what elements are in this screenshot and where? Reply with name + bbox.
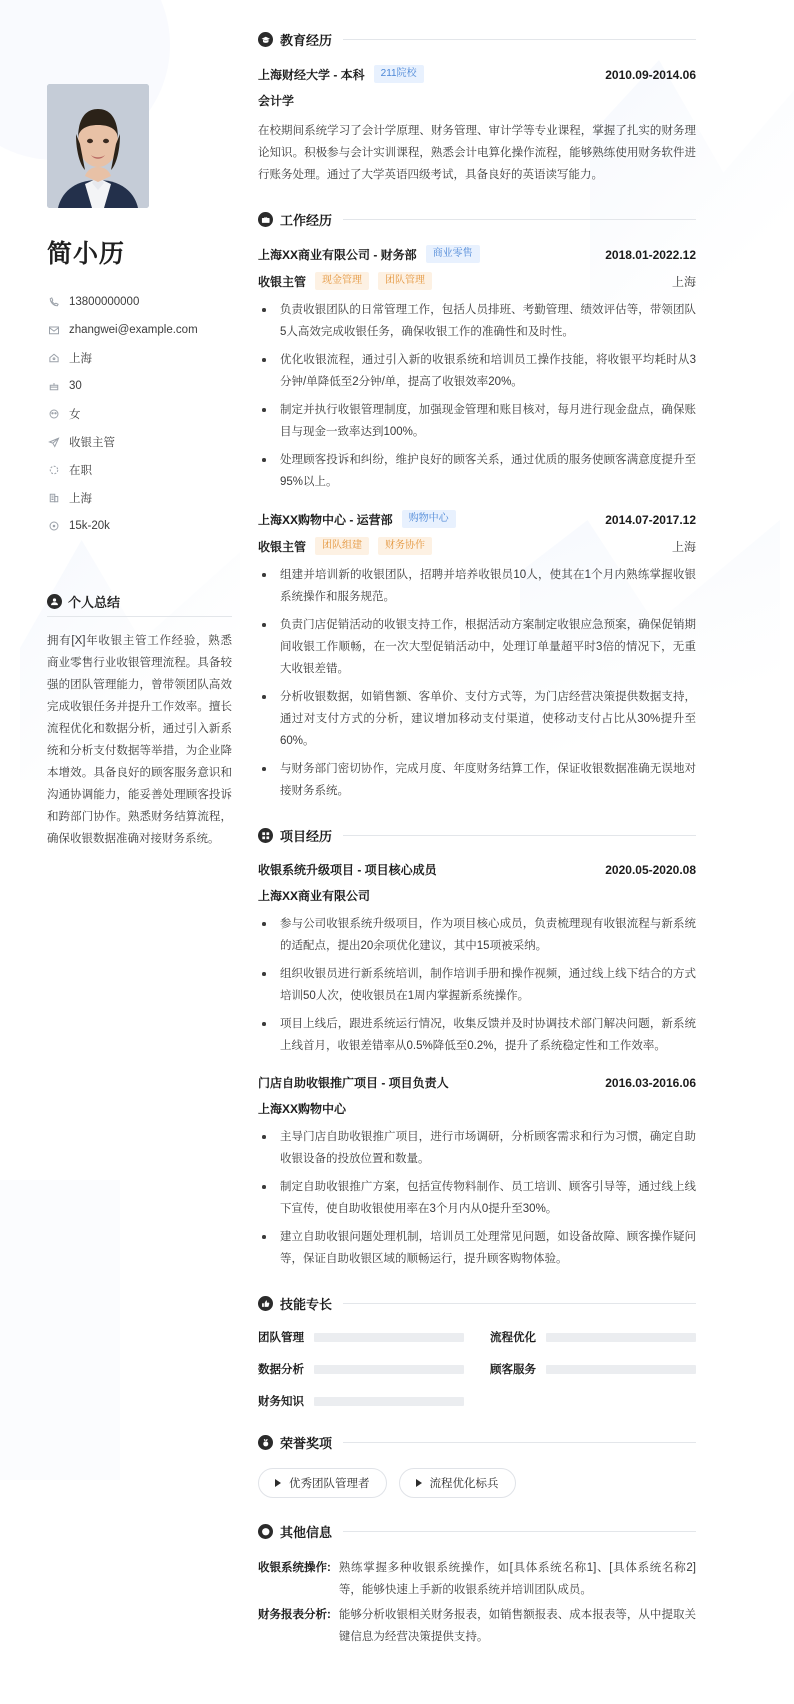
sidebar: [0, 0, 258, 1704]
award-label: 优秀团队管理者: [289, 1478, 370, 1490]
skill-item: [490, 1361, 696, 1377]
contact-value: 上海: [69, 353, 92, 365]
section-rule: [343, 835, 696, 836]
list-item: 处理顾客投诉和纠纷，维护良好的顾客关系，通过优质的服务使顾客满意度提升至95%以上。: [258, 449, 696, 493]
graduation-cap-icon: [258, 32, 273, 47]
list-item: 主导门店自助收银推广项目，进行市场调研，分析顾客需求和行为习惯，确定自助收银设备的投放位置和数量。: [258, 1126, 696, 1170]
info-value: 能够分析收银相关财务报表，如销售额报表、成本报表等，从中提取关键信息为经营决策提供支持。: [338, 1609, 696, 1643]
summary-title: 个人总结: [68, 595, 121, 610]
contact-list: [47, 288, 232, 540]
list-item: 项目上线后，跟进系统运行情况，收集反馈并及时协调技术部门解决问题，新系统上线首月，收银差错率从0.5%降低至0.2%，提升了系统稳定性和工作效率。: [258, 1013, 696, 1057]
list-item: 制定并执行收银管理制度，加强现金管理和账目核对，每月进行现金盘点，确保账目与现金一致率达到100%。: [258, 399, 696, 443]
entry-header: [258, 245, 696, 263]
other-info-section: [258, 1522, 696, 1648]
other-info-title: 其他信息: [280, 1525, 333, 1540]
skill-progress-track: [314, 1333, 464, 1342]
entry-subheader-left: [258, 537, 432, 555]
home-icon: [47, 352, 60, 365]
project-bullets: [258, 1126, 696, 1270]
page-title: 简小历: [47, 240, 126, 268]
industry-tag: 购物中心: [402, 510, 456, 528]
thumbs-up-icon: [258, 1296, 273, 1311]
skill-item: [258, 1361, 464, 1377]
skill-item: [258, 1329, 464, 1345]
skill-label: 顾客服务: [490, 1364, 536, 1376]
job-title: 收银主管: [258, 539, 307, 554]
info-icon: [258, 1524, 273, 1539]
entry-header-left: [258, 245, 480, 263]
main-content: [258, 0, 794, 1704]
education-date: 2010.09-2014.06: [605, 67, 696, 82]
project-bullets: [258, 913, 696, 1057]
entry-header-left: [258, 1074, 449, 1091]
paper-plane-icon: [47, 436, 60, 449]
award-chip[interactable]: [258, 1468, 387, 1498]
project-org: 上海XX商业有限公司: [258, 889, 371, 903]
education-section: [258, 30, 696, 186]
project-entry: [258, 861, 696, 1057]
section-rule: [343, 1531, 696, 1532]
city-icon: [47, 492, 60, 505]
skill-tag: 现金管理: [315, 272, 369, 290]
awards-list: [258, 1468, 696, 1498]
education-header: [258, 30, 696, 49]
work-date: 2014.07-2017.12: [605, 512, 696, 527]
section-rule: [343, 1303, 696, 1304]
skills-header: [258, 1294, 696, 1313]
skill-progress-track: [546, 1333, 696, 1342]
skill-progress-track: [546, 1365, 696, 1374]
info-row: [258, 1557, 696, 1601]
skill-label: 财务知识: [258, 1396, 304, 1408]
list-item: 与财务部门密切协作，完成月度、年度财务结算工作，保证收银数据准确无误地对接财务系统。: [258, 758, 696, 802]
entry-header: [258, 65, 696, 83]
section-rule: [343, 219, 696, 220]
company-name: 上海XX购物中心 - 运营部: [258, 512, 393, 527]
job-title: 收银主管: [258, 274, 307, 289]
contact-row-city: [47, 484, 232, 512]
skill-tag: 团队组建: [315, 537, 369, 555]
entry-header: [258, 861, 696, 878]
education-description: 在校期间系统学习了会计学原理、财务管理、审计学等专业课程，掌握了扎实的财务理论知识。积极参与会计实训课程，熟悉会计电算化操作流程，能够熟练使用财务软件进行账务处理。通过了大学英语四级考试，具备良好的英语读写能力。: [258, 125, 696, 181]
list-item: 组建并培训新的收银团队，招聘并培养收银员10人，使其在1个月内熟练掌握收银系统操作和服务规范。: [258, 564, 696, 608]
salary-icon: [47, 520, 60, 533]
contact-row-gender: [47, 400, 232, 428]
school-tag: 211院校: [374, 65, 424, 83]
entry-header: [258, 1074, 696, 1091]
entry-header-left: [258, 510, 456, 528]
user-icon: [47, 594, 62, 609]
avatar: [47, 84, 149, 208]
project-name: 收银系统升级项目 - 项目核心成员: [258, 863, 437, 877]
info-key: 收银系统操作:: [258, 1562, 331, 1574]
skill-label: 数据分析: [258, 1364, 304, 1376]
contact-value: 收银主管: [69, 437, 115, 449]
award-chip[interactable]: [399, 1468, 516, 1498]
awards-title: 荣誉奖项: [280, 1436, 333, 1451]
work-title: 工作经历: [280, 213, 333, 228]
project-date: 2020.05-2020.08: [605, 863, 696, 877]
contact-row-status: [47, 456, 232, 484]
list-item: 参与公司收银系统升级项目，作为项目核心成员，负责梳理现有收银流程与新系统的适配点，提出20余项优化建议，其中15项被采纳。: [258, 913, 696, 957]
list-item: 分析收银数据，如销售额、客单价、支付方式等，为门店经营决策提供数据支持，通过对支付方式的分析，建议增加移动支付渠道，使移动支付占比从30%提升至60%。: [258, 686, 696, 752]
skill-label: 团队管理: [258, 1332, 304, 1344]
entry-header-left: [258, 861, 437, 878]
list-item: 负责收银团队的日常管理工作，包括人员排班、考勤管理、绩效评估等，带领团队5人高效完成收银任务，确保收银工作的准确性和及时性。: [258, 299, 696, 343]
work-section: [258, 210, 696, 802]
awards-header: [258, 1433, 696, 1452]
entry-subheader: [258, 272, 696, 290]
awards-section: [258, 1433, 696, 1498]
skill-progress-track: [314, 1397, 464, 1406]
entry-subheader-left: [258, 272, 432, 290]
mail-icon: [47, 324, 60, 337]
list-item: 制定自助收银推广方案，包括宣传物料制作、员工培训、顾客引导等，通过线上线下宣传，使自助收银使用率在3个月内从0提升至30%。: [258, 1176, 696, 1220]
info-row: [258, 1604, 696, 1648]
contact-row-home: [47, 344, 232, 372]
work-header: [258, 210, 696, 229]
skills-grid: [258, 1329, 696, 1409]
status-icon: [47, 464, 60, 477]
skill-tag: 团队管理: [378, 272, 432, 290]
major-name: 会计学: [258, 94, 295, 108]
other-info-header: [258, 1522, 696, 1541]
work-entry: [258, 510, 696, 802]
section-rule: [343, 39, 696, 40]
entry-header-left: [258, 65, 424, 83]
medal-icon: [258, 1435, 273, 1450]
info-key: 财务报表分析:: [258, 1609, 331, 1621]
contact-row-age: [47, 372, 232, 400]
skill-label: 流程优化: [490, 1332, 536, 1344]
skills-title: 技能专长: [280, 1297, 333, 1312]
work-entry: [258, 245, 696, 493]
grid-icon: [258, 828, 273, 843]
work-date: 2018.01-2022.12: [605, 247, 696, 262]
contact-value: 30: [69, 380, 82, 392]
award-label: 流程优化标兵: [429, 1478, 499, 1490]
contact-value: 13800000000: [69, 296, 140, 308]
contact-row-position: [47, 428, 232, 456]
cake-icon: [47, 380, 60, 393]
work-location: 上海: [671, 539, 696, 554]
list-item: 优化收银流程，通过引入新的收银系统和培训员工操作技能，将收银平均耗时从3分钟/单降低至2分钟/单，提高了收银效率20%。: [258, 349, 696, 393]
skills-section: [258, 1294, 696, 1409]
gender-icon: [47, 408, 60, 421]
section-rule: [343, 1442, 696, 1443]
industry-tag: 商业零售: [426, 245, 480, 263]
company-name: 上海XX商业有限公司 - 财务部: [258, 247, 417, 262]
school-name: 上海财经大学 - 本科: [258, 67, 365, 82]
summary-text: 拥有[X]年收银主管工作经验，熟悉商业零售行业收银管理流程。具备较强的团队管理能力，曾带领团队高效完成收银任务并提升工作效率。擅长流程优化和数据分析，通过引入新系统和分析支付数据等举措，为企业降本增效。具备良好的顾客服务意识和沟通协调能力，能妥善处理顾客投诉和跨部门协作。熟悉财务结算流程，确保收银数据准确对接财务系统。: [47, 635, 232, 845]
briefcase-icon: [258, 212, 273, 227]
projects-section: [258, 826, 696, 1270]
list-item: 建立自助收银问题处理机制，培训员工处理常见问题，如设备故障、顾客操作疑问等，保证自助收银区域的顺畅运行，提升顾客购物体验。: [258, 1226, 696, 1270]
skill-progress-track: [314, 1365, 464, 1374]
contact-value: zhangwei@example.com: [69, 324, 198, 336]
projects-header: [258, 826, 696, 845]
project-date: 2016.03-2016.06: [605, 1076, 696, 1090]
entry-subheader: [258, 537, 696, 555]
summary-header: [47, 592, 232, 617]
work-location: 上海: [671, 274, 696, 289]
play-triangle-icon: [275, 1479, 281, 1487]
contact-row-phone: [47, 288, 232, 316]
contact-value: 女: [69, 409, 81, 421]
projects-title: 项目经历: [280, 829, 333, 844]
education-title: 教育经历: [280, 33, 333, 48]
info-value: 熟练掌握多种收银系统操作，如[具体系统名称1]、[具体系统名称2]等，能够快速上手新的收银系统并培训团队成员。: [338, 1562, 696, 1596]
project-name: 门店自助收银推广项目 - 项目负责人: [258, 1076, 449, 1090]
skill-item: [490, 1329, 696, 1345]
contact-row-email: [47, 316, 232, 344]
list-item: 组织收银员进行新系统培训，制作培训手册和操作视频，通过线上线下结合的方式培训50人次，使收银员在1周内掌握新系统操作。: [258, 963, 696, 1007]
phone-icon: [47, 296, 60, 309]
summary-section: [47, 592, 232, 850]
project-org: 上海XX购物中心: [258, 1102, 347, 1116]
contact-value: 上海: [69, 493, 92, 505]
work-bullets: [258, 299, 696, 493]
skill-tag: 财务协作: [378, 537, 432, 555]
list-item: 负责门店促销活动的收银支持工作，根据活动方案制定收银应急预案，确保促销期间收银工作顺畅，在一次大型促销活动中，处理订单量超平时3倍的情况下，无重大收银差错。: [258, 614, 696, 680]
entry-header: [258, 510, 696, 528]
skill-item: [258, 1393, 464, 1409]
contact-row-salary: [47, 512, 232, 540]
play-triangle-icon: [416, 1479, 422, 1487]
education-entry: [258, 65, 696, 186]
project-entry: [258, 1074, 696, 1270]
work-bullets: [258, 564, 696, 802]
contact-value: 15k-20k: [69, 520, 110, 532]
contact-value: 在职: [69, 465, 92, 477]
